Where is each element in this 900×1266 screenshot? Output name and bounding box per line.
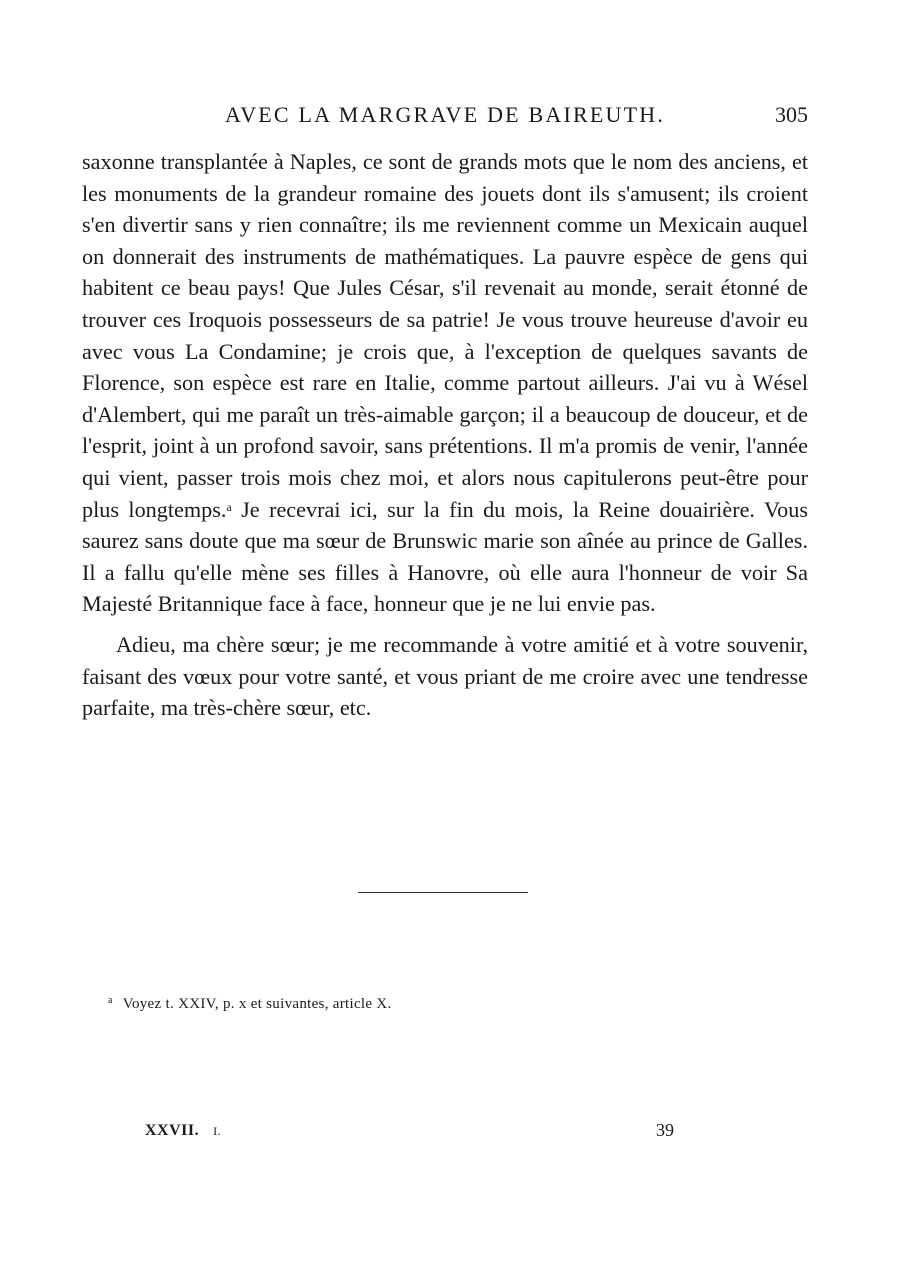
running-title: AVEC LA MARGRAVE DE BAIREUTH. [224,102,666,127]
body-text [82,146,808,724]
part-mark: I. [213,1124,222,1138]
running-head [82,102,808,132]
footnote [108,996,708,1013]
volume-mark: XXVII. [145,1122,200,1139]
paragraph-1 [82,146,808,620]
paragraph-1-part-b: Je recevrai ici, sur la fin du mois, la Reine douairière. Vous saurez sans doute que ma sœur de Brunswic marie son aînée au prince de Galles. Il a fallu qu'elle mène ses filles à Hanovre, où elle aura l'honneur de voir Sa Majesté Britannique face à face, honneur que je ne lui envie pas. [82,496,808,617]
printer-signature [145,1122,221,1140]
page-number: 305 [775,102,808,127]
footnote-reference: a [226,499,232,514]
paragraph-1-part-a: saxonne transplantée à Naples, ce sont de grands mots que le nom des anciens, et les monuments de la grandeur romaine des jouets dont ils s'amusent; ils croient s'en divertir sans y rien connaître; ils me reviennent comme un Mexicain auquel on donnerait des instruments de mathématiques. La pauvre espèce de gens qui habitent ce beau pays! Que Jules César, s'il revenait au monde, serait étonné de trouver ces Iroquois possesseurs de sa patrie! Je vous trouve heureuse d'avoir eu avec vous La Condamine; je crois que, à l'exception de quelques savants de Florence, son espèce est rare en Italie, comme partout ailleurs. J'ai vu à Wésel d'Alembert, qui me paraît un très-aimable garçon; il a beaucoup de douceur, et de l'esprit, joint à un profond savoir, sans prétentions. Il m'a promis de venir, l'année qui vient, passer trois mois chez moi, et alors nous capitulerons peut-être pour plus longtemps. [82,149,808,522]
footnote-text: Voyez t. XXIV, p. x et suivantes, article X. [122,996,392,1012]
paragraph-2: Adieu, ma chère sœur; je me recommande à votre amitié et à votre souvenir, faisant des vœux pour votre santé, et vous priant de me croire avec une tendresse parfaite, ma très-chère sœur, etc. [82,631,808,721]
section-rule [358,892,528,893]
sheet-number: 39 [656,1120,674,1140]
footnote-mark: a [108,995,113,1006]
